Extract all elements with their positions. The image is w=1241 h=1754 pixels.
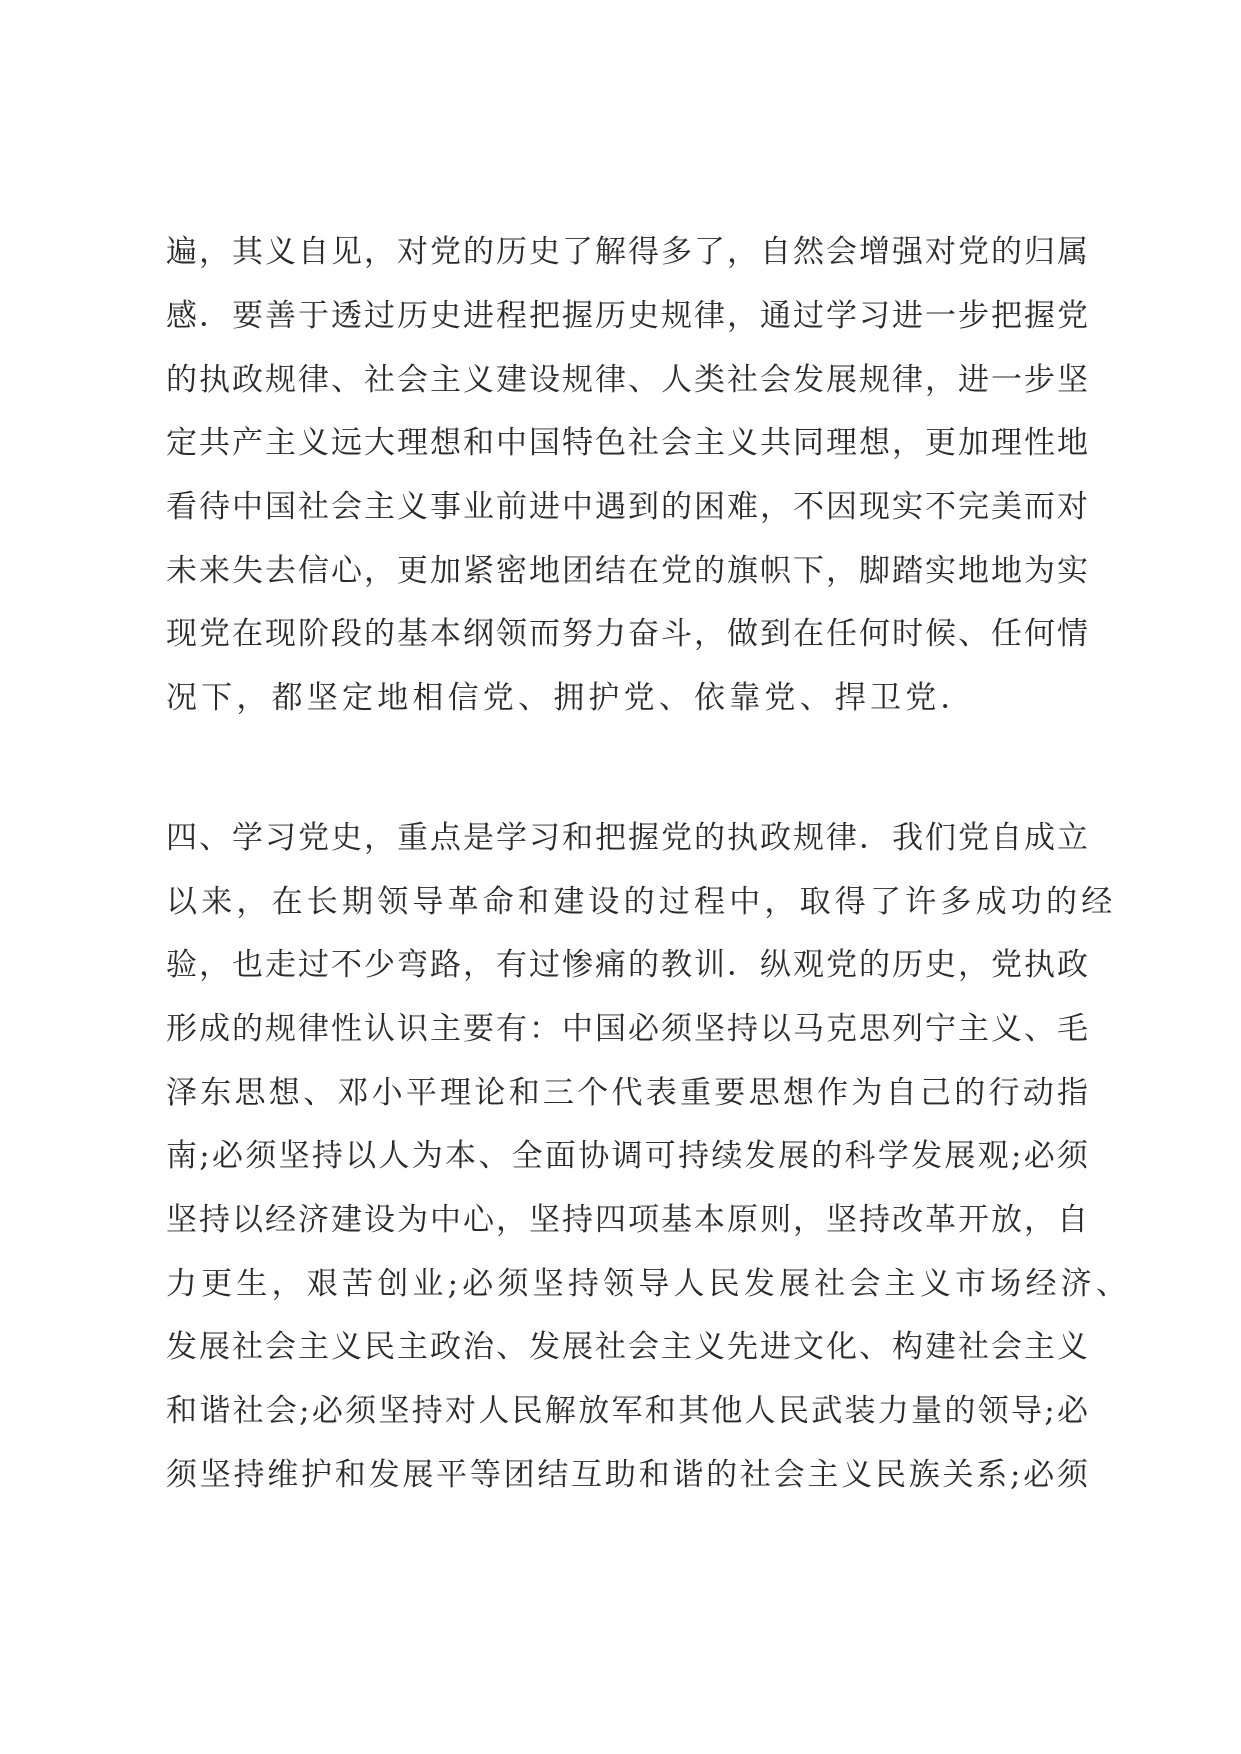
text-line: 发展社会主义民主政治、发展社会主义先进文化、构建社会主义 — [166, 1329, 1088, 1365]
text-line: 定共产主义远大理想和中国特色社会主义共同理想，更加理性地 — [166, 425, 1088, 461]
text-line: 四、学习党史，重点是学习和把握党的执政规律．我们党自成立 — [166, 820, 1088, 856]
text-line: 力更生，艰苦创业;必须坚持领导人民发展社会主义市场经济、 — [166, 1266, 1132, 1302]
text-line: 和谐社会;必须坚持对人民解放军和其他人民武装力量的领导;必 — [166, 1393, 1088, 1429]
text-line: 坚持以经济建设为中心，坚持四项基本原则，坚持改革开放，自 — [166, 1202, 1088, 1238]
text-line: 须坚持维护和发展平等团结互助和谐的社会主义民族关系;必须 — [166, 1457, 1088, 1493]
text-line: 验，也走过不少弯路，有过惨痛的教训．纵观党的历史，党执政 — [166, 947, 1088, 983]
text-line: 形成的规律性认识主要有：中国必须坚持以马克思列宁主义、毛 — [166, 1011, 1088, 1047]
text-line: 以来，在长期领导革命和建设的过程中，取得了许多成功的经 — [166, 884, 1117, 920]
text-line: 泽东思想、邓小平理论和三个代表重要思想作为自己的行动指 — [166, 1075, 1088, 1111]
text-line: 遍，其义自见，对党的历史了解得多了，自然会增强对党的归属 — [166, 234, 1088, 270]
text-line: 南;必须坚持以人为本、全面协调可持续发展的科学发展观;必须 — [166, 1138, 1088, 1174]
text-line: 现党在现阶段的基本纲领而努力奋斗，做到在任何时候、任何情 — [166, 616, 1088, 652]
text-line: 看待中国社会主义事业前进中遇到的困难，不因现实不完美而对 — [166, 489, 1088, 525]
text-line: 感．要善于透过历史进程把握历史规律，通过学习进一步把握党 — [166, 298, 1088, 334]
text-line: 未来失去信心，更加紧密地团结在党的旗帜下，脚踏实地地为实 — [166, 553, 1088, 589]
text-line: 况下，都坚定地相信党、拥护党、依靠党、捍卫党． — [166, 680, 976, 716]
text-line: 的执政规律、社会主义建设规律、人类社会发展规律，进一步坚 — [166, 362, 1088, 398]
